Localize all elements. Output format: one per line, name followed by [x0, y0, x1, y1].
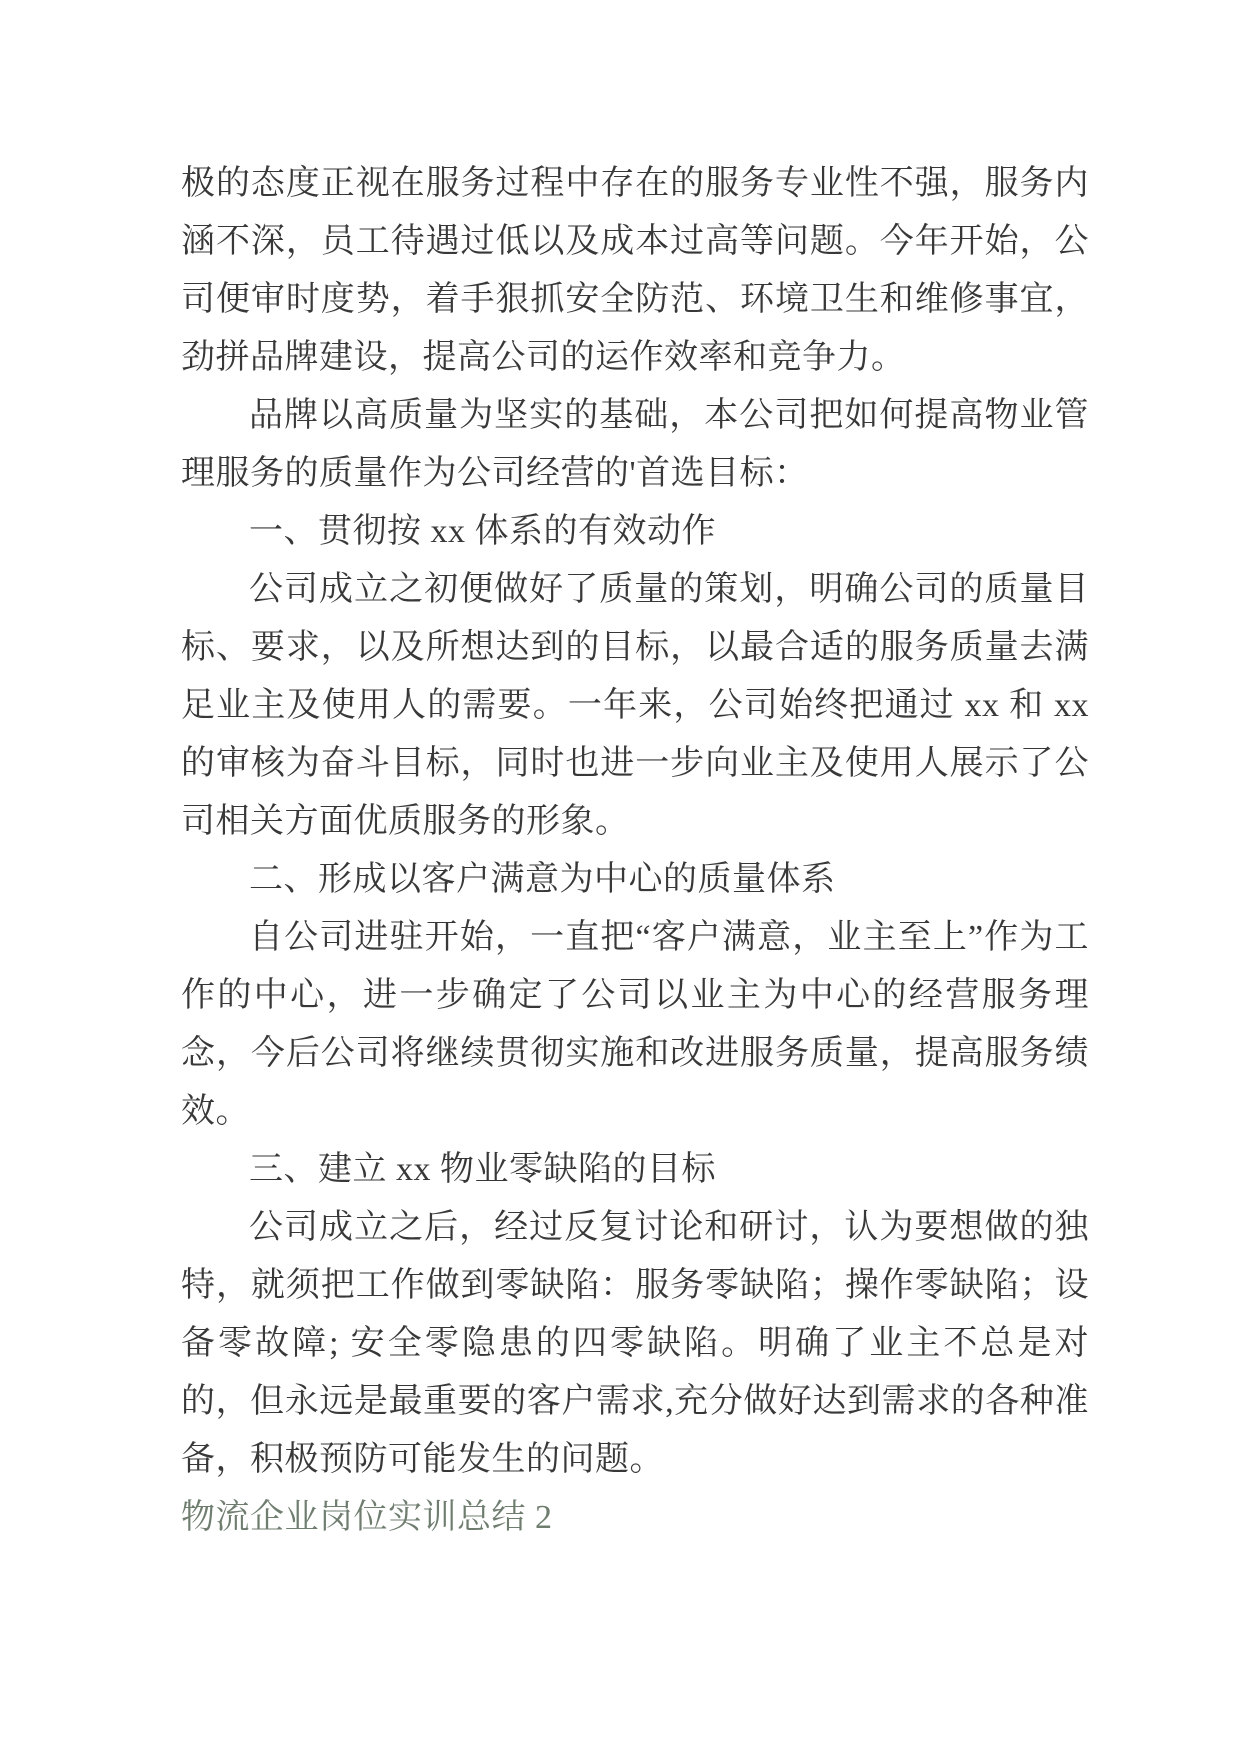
section-heading: 物流企业岗位实训总结 2	[181, 1499, 553, 1536]
list-heading-three: 三、建立 xx 物业零缺陷的目标	[249, 1151, 716, 1188]
list-heading-one: 一、贯彻按 xx 体系的有效动作	[249, 513, 716, 550]
paragraph-continuation: 极的态度正视在服务过程中存在的服务专业性不强，服务内涵不深，员工待遇过低以及成本过高等问题。今年开始，公司便审时度势，着手狠抓安全防范、环境卫生和维修事宜，劲拼品牌建设，提高公司的运作效率和竞争力。	[181, 165, 1089, 376]
list-heading-two: 二、形成以客户满意为中心的质量体系	[249, 861, 836, 898]
paragraph-quality-planning: 公司成立之初便做好了质量的策划，明确公司的质量目标、要求，以及所想达到的目标，以最合适的服务质量去满足业主及使用人的需要。一年来，公司始终把通过 xx 和 xx 的审核为奋斗目标，同时也进一步向业主及使用人展示了公司相关方面优质服务的形象。	[181, 571, 1089, 840]
paragraph-zero-defect: 公司成立之后，经过反复讨论和研讨，认为要想做的独特，就须把工作做到零缺陷：服务零缺陷；操作零缺陷；设备零故障; 安全零隐患的四零缺陷。明确了业主不总是对的，但永远是最重要的客户需求,充分做好达到需求的各种准备，积极预防可能发生的问题。	[181, 1209, 1089, 1478]
paragraph-customer-satisfaction: 自公司进驻开始，一直把“客户满意，业主至上”作为工作的中心，进一步确定了公司以业主为中心的经营服务理念，今后公司将继续贯彻实施和改进服务质量，提高服务绩效。	[181, 919, 1089, 1130]
paragraph-brand-quality: 品牌以高质量为坚实的基础，本公司把如何提高物业管理服务的质量作为公司经营的'首选目标：	[181, 397, 1089, 492]
document-body	[181, 155, 1089, 1547]
